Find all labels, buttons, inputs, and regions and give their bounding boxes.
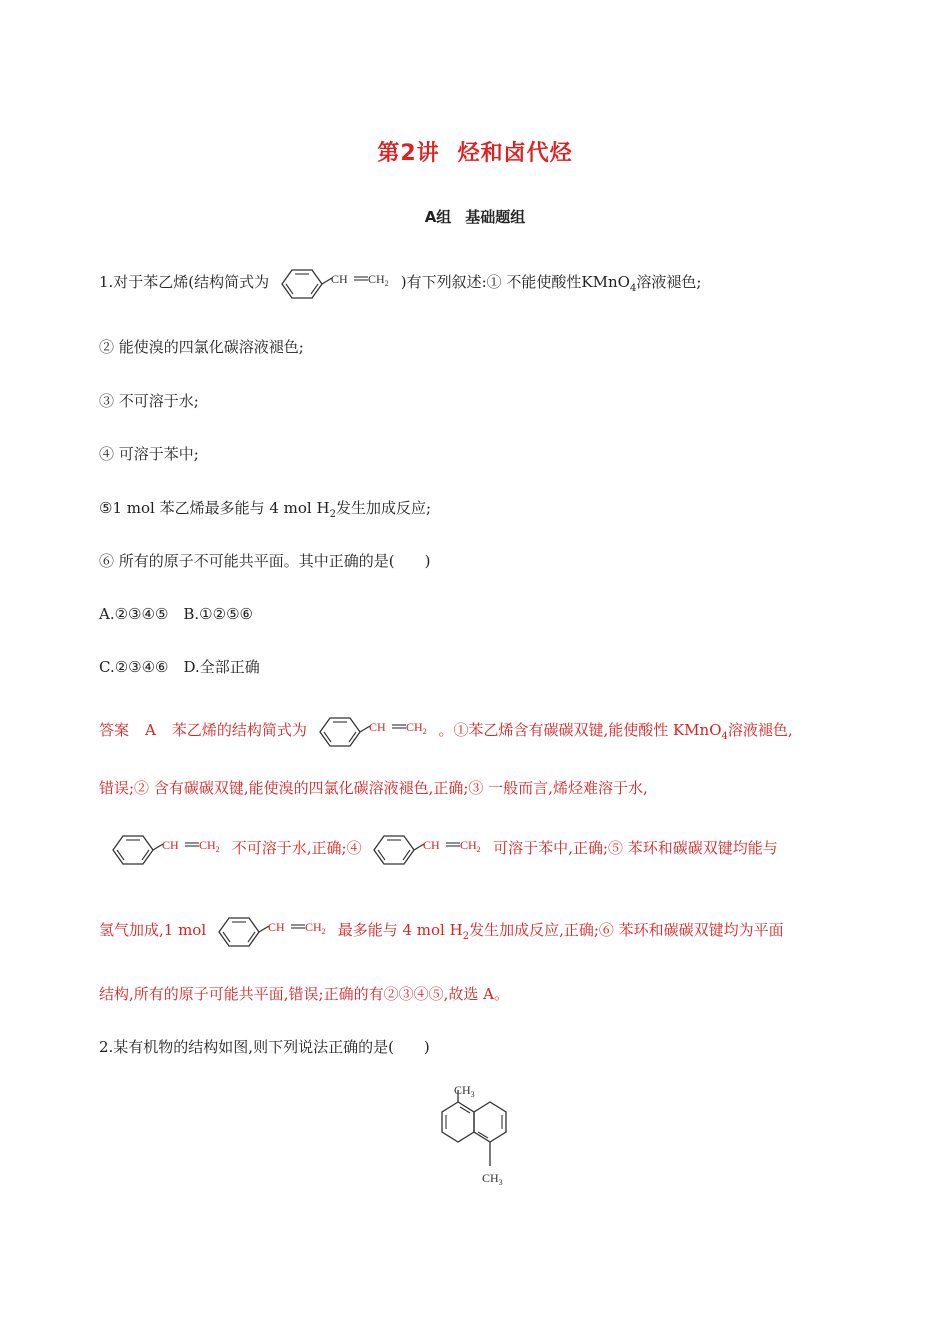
svg-text:CH2: $CH_2$ bbox=[405, 720, 427, 736]
styrene-structure bbox=[211, 912, 333, 950]
answer-line-1: 答案 A 苯乙烯的结构简式为 CH $CH_2$ 。①苯乙烯含有碳碳双键,能使酸性 KMnO$_4$溶液褪色, bbox=[99, 712, 793, 750]
svg-text:CH: CH bbox=[330, 272, 348, 286]
svg-text:CH: CH bbox=[267, 920, 285, 934]
styrene-structure bbox=[274, 264, 396, 302]
svg-text:CH3: $CH_3$ bbox=[454, 1083, 475, 1099]
q1-stem: 1.对于苯乙烯(结构简式为 CH $CH_2$ )有下列叙述:① 不能使酸性KMnO$_4$溶液褪色; bbox=[99, 264, 701, 302]
answer-line-5: 结构,所有的原子可能共平面,错误;正确的有②③④⑤,故选 A。 bbox=[99, 985, 509, 1003]
q1-statement-4: ④ 可溶于苯中; bbox=[99, 445, 199, 463]
group-name: 基础题组 bbox=[465, 208, 526, 226]
svg-text:CH3: $CH_3$ bbox=[482, 1171, 503, 1187]
lecture-number: 第2讲 bbox=[377, 141, 440, 166]
svg-text:CH2: $CH_2$ bbox=[367, 272, 389, 288]
answer-line-4: 氢气加成,1 mol CH $CH_2$ 最多能与 4 mol $H_2$发生加成反应,正确;⑥ 苯环和碳碳双键均为平面 bbox=[99, 912, 784, 950]
dimethylnaphthalene-structure bbox=[432, 1082, 522, 1192]
lecture-topic: 烃和卤代烃 bbox=[457, 141, 573, 166]
group-label: A组 bbox=[424, 208, 452, 226]
q1-statement-6: ⑥ 所有的原子不可能共平面。其中正确的是( ) bbox=[99, 552, 431, 570]
q1-options-cd: C.②③④⑥ D.全部正确 bbox=[99, 658, 260, 676]
answer-line-2: 错误;② 含有碳碳双键,能使溴的四氯化碳溶液褪色,正确;③ 一般而言,烯烃难溶于水, bbox=[99, 779, 648, 797]
answer-line-3: CH $CH_2$ 不可溶于水,正确;④ CH $CH_2$ 可溶于苯中,正确;⑤ 苯环和碳碳双键均能与 bbox=[105, 830, 778, 868]
section-heading bbox=[0, 206, 950, 227]
q1-statement-3: ③ 不可溶于水; bbox=[99, 392, 199, 410]
page-title bbox=[0, 136, 950, 167]
styrene-structure bbox=[312, 712, 434, 750]
q2-stem: 2.某有机物的结构如图,则下列说法正确的是( ) bbox=[99, 1038, 430, 1056]
q1-statement-5: ⑤1 mol 苯乙烯最多能与 4 mol $H_2$发生加成反应; bbox=[99, 499, 431, 520]
q1-statement-2: ② 能使溴的四氯化碳溶液褪色; bbox=[99, 338, 304, 356]
svg-text:CH: CH bbox=[423, 838, 441, 852]
styrene-structure bbox=[105, 830, 227, 868]
svg-text:CH2: $CH_2$ bbox=[199, 838, 220, 854]
answer-label: 答案 bbox=[99, 721, 130, 739]
answer-choice: A bbox=[145, 721, 156, 739]
q1-options-ab: A.②③④⑤ B.①②⑤⑥ bbox=[99, 605, 253, 623]
svg-text:CH2: $CH_2$ bbox=[460, 838, 482, 854]
svg-text:CH: CH bbox=[368, 720, 386, 734]
svg-text:CH: CH bbox=[162, 838, 179, 852]
styrene-structure bbox=[366, 830, 488, 868]
svg-text:CH2: $CH_2$ bbox=[304, 920, 326, 936]
